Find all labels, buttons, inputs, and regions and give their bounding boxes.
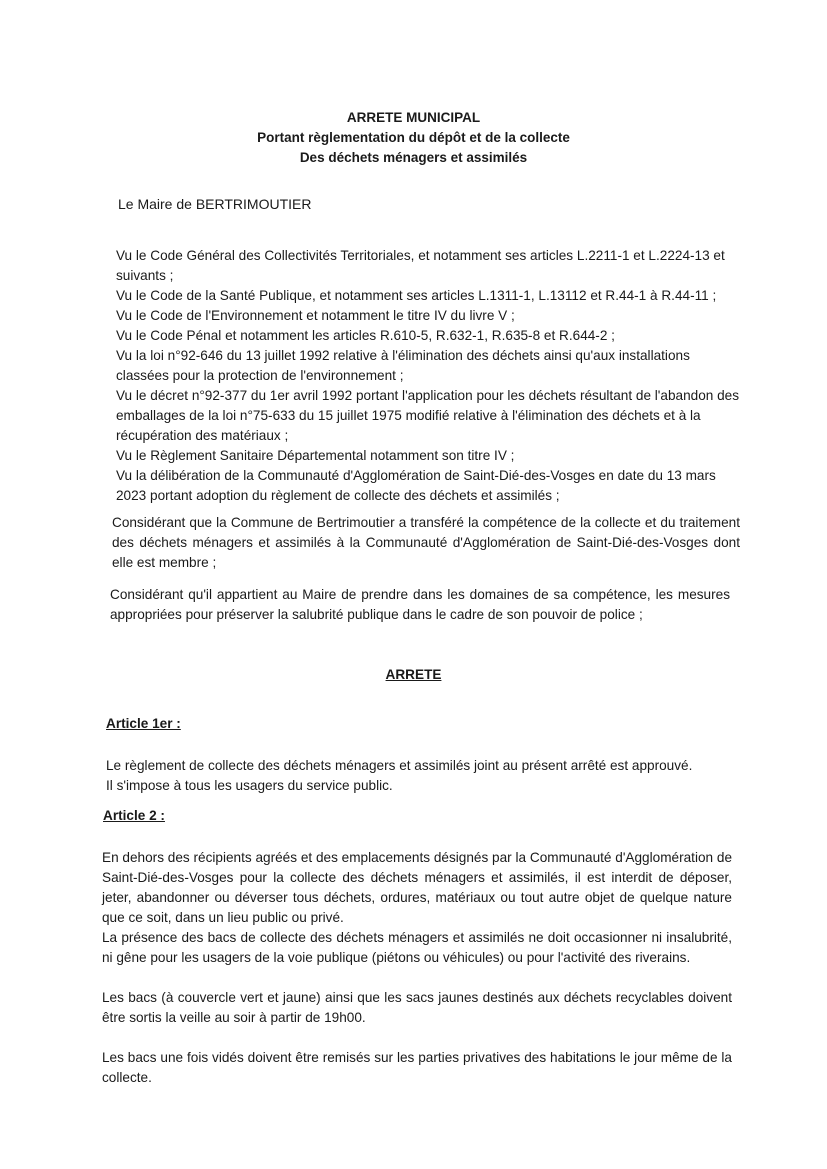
visa-item: Vu le Code Pénal et notamment les articles R.610-5, R.632-1, R.635-8 et R.644-2 ; (116, 328, 615, 343)
document-title (0, 108, 827, 168)
visa-item: Vu la délibération de la Communauté d'Agglomération de Saint-Dié-des-Vosges en date du 13 mars 2023 portant adoption du règlement de collecte des déchets et assimilés ; (116, 468, 716, 503)
article-1-heading: Article 1er : (106, 716, 181, 731)
article-1-line-1: Le règlement de collecte des déchets ménagers et assimilés joint au présent arrêté est approuvé. (106, 758, 693, 773)
article-2-body (102, 848, 732, 1108)
article-1-line-2: Il s'impose à tous les usagers du service public. (106, 778, 393, 793)
article-1-body (106, 756, 736, 796)
visa-item: Vu le Code de l'Environnement et notamment le titre IV du livre V ; (116, 308, 515, 323)
visa-item: Vu le décret n°92-377 du 1er avril 1992 portant l'application pour les déchets résultant de l'abandon des emballages de la loi n°75-633 du 15 juillet 1975 modifié relative à l'élimination des déchets et à la récupération des matériaux ; (116, 388, 740, 443)
article-2-paragraph-3: Les bacs (à couvercle vert et jaune) ainsi que les sacs jaunes destinés aux déchets recyclables doivent être sortis la veille au soir à partir de 19h00. (102, 990, 732, 1025)
arrete-heading: ARRETE (385, 667, 442, 682)
article-2-heading: Article 2 : (103, 808, 165, 823)
considerant-2: Considérant qu'il appartient au Maire de prendre dans les domaines de sa compétence, les mesures appropriées pour préserver la salubrité publique dans le cadre de son pouvoir de police ; (110, 587, 730, 622)
article-2-paragraph-4: Les bacs une fois vidés doivent être remisés sur les parties privatives des habitations le jour même de la collecte. (102, 1050, 732, 1085)
mayor-line: Le Maire de BERTRIMOUTIER (118, 196, 312, 212)
visas-block (116, 246, 746, 506)
considerant-1: Considérant que la Commune de Bertrimoutier a transféré la compétence de la collecte et du traitement des déchets ménagers et assimilés à la Communauté d'Agglomération de Saint-Dié-des-Vosges dont elle est membre ; (112, 515, 740, 570)
title-line-3: Des déchets ménagers et assimilés (299, 150, 528, 165)
visa-item: Vu le Code de la Santé Publique, et notamment ses articles L.1311-1, L.13112 et R.44-1 à R.44-11 ; (116, 288, 717, 303)
article-2-paragraph-2: La présence des bacs de collecte des déchets ménagers et assimilés ne doit occasionner ni insalubrité, ni gêne pour les usagers de la voie publique (piétons ou véhicules) ou pour l'activité des riverains. (102, 930, 732, 965)
title-line-1: ARRETE MUNICIPAL (346, 110, 481, 125)
visa-item: Vu le Règlement Sanitaire Départemental notamment son titre IV ; (116, 448, 515, 463)
visa-item: Vu la loi n°92-646 du 13 juillet 1992 relative à l'élimination des déchets ainsi qu'aux installations classées pour la protection de l'environnement ; (116, 348, 690, 383)
visa-item: Vu le Code Général des Collectivités Territoriales, et notamment ses articles L.2211-1 et L.2224-13 et suivants ; (116, 248, 725, 283)
article-2-paragraph-1: En dehors des récipients agréés et des emplacements désignés par la Communauté d'Agglomération de Saint-Dié-des-Vosges pour la collecte des déchets ménagers et assimilés, il est interdit de déposer, jeter, abandonner ou déverser tous déchets, ordures, matériaux ou tout autre objet de quelque nature que ce soit, dans un lieu public ou privé. (102, 850, 732, 925)
title-line-2: Portant règlementation du dépôt et de la collecte (257, 130, 570, 145)
